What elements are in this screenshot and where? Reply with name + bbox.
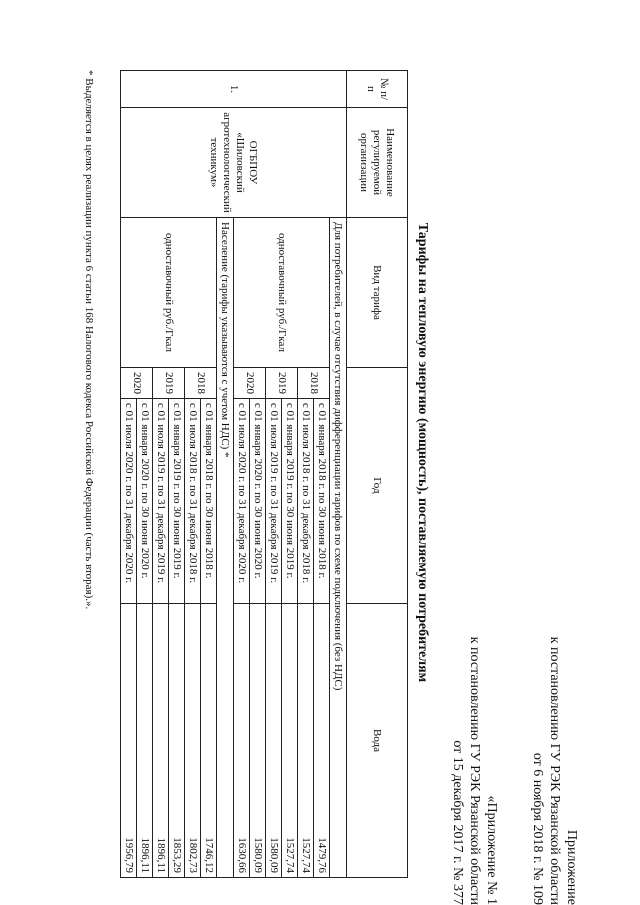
period-cell: с 01 января 2020 г. по 30 июня 2020 г.	[137, 399, 153, 604]
water-value: 1580,09	[266, 604, 282, 878]
header-water: Вода	[347, 604, 408, 878]
period-cell: с 01 июля 2019 г. по 31 декабря 2019 г.	[153, 399, 169, 604]
period-cell: с 01 января 2019 г. по 30 июня 2019 г.	[169, 399, 185, 604]
period-cell: с 01 июля 2019 г. по 31 декабря 2019 г.	[266, 399, 282, 604]
header-number: № п/п	[347, 71, 408, 108]
appendix-line-1: к постановлению ГУ РЭК Рязанской области	[547, 636, 562, 905]
period-cell: с 01 января 2020 г. по 30 июня 2020 г.	[250, 399, 266, 604]
tariff-kind: одноставочный руб./Гкал	[234, 218, 330, 368]
tariff-table	[120, 70, 408, 878]
row-number: 1.	[121, 71, 347, 108]
year-cell: 2019	[153, 368, 185, 399]
appendix-title: Приложение	[564, 829, 579, 905]
water-value: 1630,66	[234, 604, 250, 878]
year-cell: 2018	[185, 368, 217, 399]
section-label: Для потребителей, в случае отсутствия дифференциации тарифов по схеме подключения (без НДС)	[330, 218, 347, 878]
previous-appendix-line-1: к постановлению ГУ РЭК Рязанской области	[467, 636, 482, 905]
table-row	[330, 71, 347, 878]
water-value: 1527,74	[298, 604, 314, 878]
document-title: Тарифы на тепловую энергию (мощность), поставляемую потребителям	[415, 222, 430, 683]
previous-appendix-title: «Приложение № 1	[484, 795, 499, 905]
header-year: Год	[347, 368, 408, 604]
period-cell: с 01 января 2019 г. по 30 июня 2019 г.	[282, 399, 298, 604]
year-cell: 2020	[121, 368, 153, 399]
water-value: 1479,76	[314, 604, 330, 878]
footnote: * Выделяется в целях реализации пункта 6 статьи 168 Налогового кодекса Российской Федерации (часть вторая).».	[83, 70, 95, 610]
period-cell: с 01 июля 2018 г. по 31 декабря 2018 г.	[185, 399, 201, 604]
water-value: 1853,29	[169, 604, 185, 878]
year-cell: 2019	[266, 368, 298, 399]
water-value: 1896,11	[137, 604, 153, 878]
appendix-line-2: от 6 ноября 2018 г. № 109	[530, 752, 545, 905]
period-cell: с 01 июля 2020 г. по 31 декабря 2020 г.	[121, 399, 137, 604]
period-cell: с 01 июля 2018 г. по 31 декабря 2018 г.	[298, 399, 314, 604]
tariff-kind: одноставочный руб./Гкал	[121, 218, 217, 368]
period-cell: с 01 января 2018 г. по 30 июня 2018 г.	[201, 399, 217, 604]
appendix-header	[529, 540, 580, 905]
water-value: 1896,11	[153, 604, 169, 878]
water-value: 1802,73	[185, 604, 201, 878]
water-value: 1956,79	[121, 604, 137, 878]
header-tariff-kind: Вид тарифа	[347, 218, 408, 368]
year-cell: 2018	[298, 368, 330, 399]
section-label: Население (тарифы указываются с учетом НДС) *	[217, 218, 234, 878]
previous-appendix-line-2: от 15 декабря 2017 г. № 377	[450, 740, 465, 905]
period-cell: с 01 января 2018 г. по 30 июня 2018 г.	[314, 399, 330, 604]
period-cell: с 01 июля 2020 г. по 31 декабря 2020 г.	[234, 399, 250, 604]
previous-appendix-header	[449, 540, 500, 905]
organization-name: ОГБПОУ «Шиловский агротехнологический техникум»	[121, 108, 347, 218]
water-value: 1527,74	[282, 604, 298, 878]
header-organization: Наименование регулируемой организации	[347, 108, 408, 218]
water-value: 1580,09	[250, 604, 266, 878]
water-value: 1746,12	[201, 604, 217, 878]
year-cell: 2020	[234, 368, 266, 399]
table-header-row	[347, 71, 408, 878]
